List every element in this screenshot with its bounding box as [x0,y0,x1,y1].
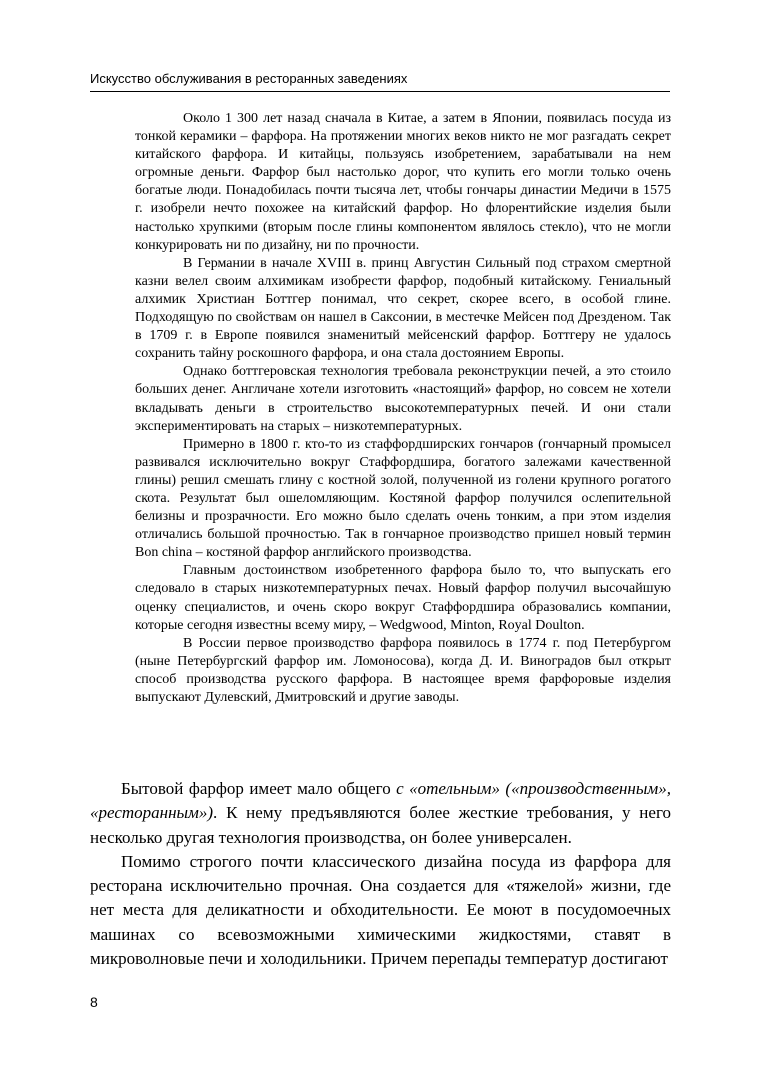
inset-paragraph: В Германии в начале XVIII в. принц Августин Сильный под страхом смертной казни велел своим алхимикам изобрести фарфор, подобный китайскому. Гениальный алхимик Христиан Боттгер понимал, что секрет, скорее всего, в особой глине. Подходящую по свойствам он нашел в Саксонии, в местечке Мейсен под Дрезденом. Так в 1709 г. в Европе появился знаменитый мейсенский фарфор. Боттгеру не удалось сохранить тайну роскошного фарфора, и она стала достоянием Европы. [135,255,671,362]
inset-paragraph: Примерно в 1800 г. кто-то из стаффордширских гончаров (гончарный промысел развивался исключительно вокруг Стаффордшира, богатого залежами качественной глины) решил смешать глину с костной золой, полученной из голени крупного рогатого скота. Результат был ошеломляющим. Костяной фарфор получился ослепительной белизны и прозрачности. Его можно было сделать очень тонким, а при этом изделия отличались большой прочностью. Так в гончарное производство пришел новый термин Bon china – костяной фарфор английского производства. [135,436,671,561]
main-paragraph [90,777,671,850]
main-paragraph-end: . К нему предъявляются более жесткие требования, у него несколько другая технология производства, он более универсален. [90,803,671,847]
inset-paragraph: Главным достоинством изобретенного фарфора было то, что выпускать его следовало в старых низкотемпературных печах. Новый фарфор получил высочайшую оценку специалистов, и очень скоро вокруг Стаффордшира образовались компании, которые сегодня известны всему миру, – Wedgwood, Minton, Royal Doulton. [135,563,671,633]
inset-paragraph: Около 1 300 лет назад сначала в Китае, а затем в Японии, появилась посуда из тонкой керамики – фарфора. На протяжении многих веков никто не мог разгадать секрет китайского фарфора. И китайцы, пользуясь изобретением, зарабатывали на нем огромные деньги. Фарфор был настолько дорог, что купить его могли только очень богатые люди. Понадобилась почти тысяча лет, чтобы гончары династии Медичи в 1575 г. изобрели нечто похожее на китайский фарфор. Но флорентийские изделия были настолько хрупкими (вторым после глины компонентом являлось стекло), что не могли конкурировать ни по дизайну, ни по прочности. [135,111,671,253]
main-text-block [90,777,671,971]
main-paragraph: Помимо строгого почти классического дизайна посуда из фарфора для ресторана исключительно прочная. Она создается для «тяжелой» жизни, где нет места для деликатности и обходительности. Ее моют в посудомоечных машинах со всевозможными химическими жидкостями, ставят в микроволновые печи и холодильники. Причем перепады температур достигают [90,851,671,969]
page-number: 8 [90,994,98,1010]
main-paragraph-start: Бытовой фарфор имеет мало общего [121,779,397,798]
running-header: Искусство обслуживания в ресторанных заведениях [90,71,670,92]
main-paragraph-italic: с «отельным» («производственным», «ресторанным») [90,779,671,823]
inset-paragraph: Однако боттгеровская технология требовала реконструкции печей, а это стоило больших денег. Англичане хотели изготовить «настоящий» фарфор, но совсем не хотели вкладывать деньги в строительство высокотемпературных печей. И они стали экспериментировать на старых – низкотемпературных. [135,364,671,434]
inset-paragraph: В России первое производство фарфора появилось в 1774 г. под Петербургом (ныне Петербургский фарфор им. Ломоносова), когда Д. И. Виноградов был открыт способ производства русского фарфора. В настоящее время фарфоровые изделия выпускают Дулевский, Дмитровский и другие заводы. [135,635,671,705]
inset-text-block [135,110,671,707]
